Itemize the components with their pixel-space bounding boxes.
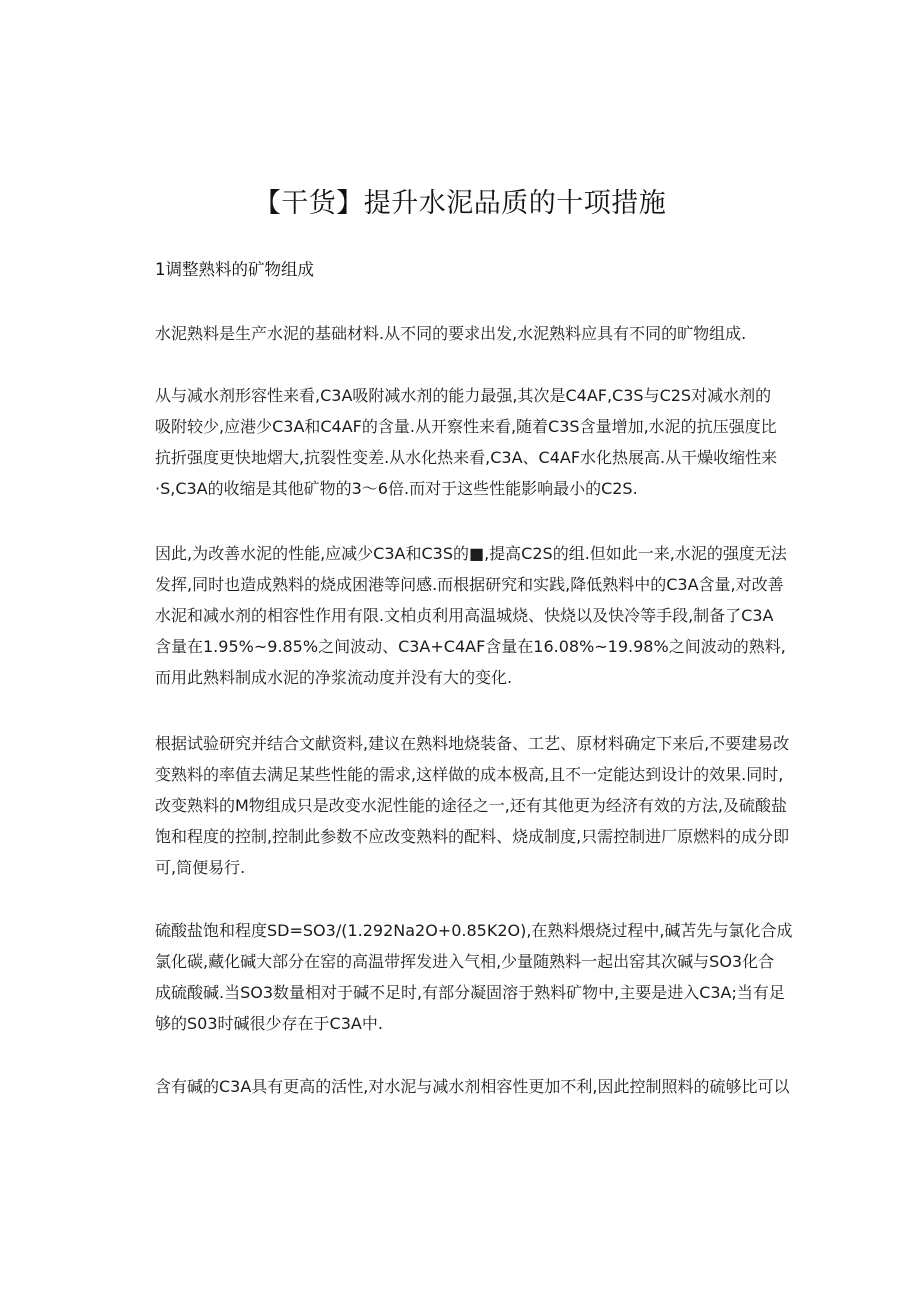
paragraph-line: 氯化碳,藏化碱大部分在窑的高温带挥发进入气相,少量随熟料一起出窑其次碱与SO3化合 (155, 952, 775, 971)
paragraph-line: ·S,C3A的收缩是其他矿物的3～6倍.而对于这些性能影响最小的C2S. (155, 479, 638, 498)
section-heading: 1调整熟料的矿物组成 (155, 260, 314, 279)
paragraph-line: 根据试验研究并结合文献资料,建议在熟料地烧装备、工艺、原材料确定下来后,不要建易改 (155, 734, 790, 753)
paragraph-line: 水泥熟料是生产水泥的基础材料.从不同的要求出发,水泥熟料应具有不同的旷物组成. (155, 324, 747, 343)
paragraph-line: 可,筒便易行. (155, 858, 246, 877)
paragraph-4 (155, 728, 790, 883)
paragraph-line: 因此,为改善水泥的性能,应减少C3A和C3S的■,提高C2S的组.但如此一来,水泥的强度无法 (155, 544, 787, 563)
paragraph-2 (155, 380, 778, 504)
paragraph-line: 从与减水剂形容性来看,C3A吸附减水剂的能力最强,其次是C4AF,C3S与C2S对减水剂的 (155, 386, 772, 405)
paragraph-line: 成硫酸碱.当SO3数量相对于碱不足时,有部分凝固溶于熟料矿物中,主要是进入C3A;当有足 (155, 983, 785, 1002)
paragraph-line: 饱和程度的控制,控制此参数不应改变熟料的配料、烧成制度,只需控制进厂原燃料的成分即 (155, 827, 790, 846)
paragraph-line: 硫酸盐饱和程度SD=SO3/(1.292Na2O+0.85K2O),在熟料煨烧过程中,碱苫先与氯化合成 (155, 921, 793, 940)
paragraph-line: 吸附较少,应港少C3A和C4AF的含量.从开察性来看,随着C3S含量增加,水泥的抗压强度比 (155, 417, 777, 436)
paragraph-line: 变熟料的率值去满足某些性能的需求,这样做的成本极高,且不一定能达到设计的效果.同时, (155, 765, 784, 784)
paragraph-6 (155, 1071, 790, 1102)
paragraph-line: 而用此熟料制成水泥的净浆流动度并没有大的变化. (155, 668, 513, 687)
paragraph-line: 发挥,同时也造成熟料的烧成困港等问感.而根据研究和实践,降低熟料中的C3A含量,对改善 (155, 575, 784, 594)
paragraph-line: 含量在1.95%~9.85%之间波动、C3A+C4AF含量在16.08%~19.98%之间波动的熟料, (155, 637, 786, 656)
paragraph-line: 够的S03时碱很少存在于C3A中. (155, 1014, 383, 1033)
paragraph-1 (155, 318, 775, 349)
paragraph-line: 水泥和减水剂的相容性作用有限.文柏贞利用高温城烧、快烧以及快冷等手段,制备了C3A (155, 606, 774, 625)
paragraph-line: 改变熟料的M物组成只是改变水泥性能的途径之一,还有其他更为经济有效的方法,及硫酸盐 (155, 796, 787, 815)
paragraph-line: 含有碱的C3A具有更高的活性,对水泥与减水剂相容性更加不利,因此控制照料的硫够比可以 (155, 1077, 790, 1096)
document-title: 【干货】提升水泥品质的十项措施 (253, 188, 667, 219)
paragraph-3 (155, 538, 787, 693)
paragraph-5 (155, 915, 793, 1039)
paragraph-line: 抗折强度更快地熠大,抗裂性变差.从水化热来看,C3A、C4AF水化热展高.从干燥收缩性来 (155, 448, 778, 467)
